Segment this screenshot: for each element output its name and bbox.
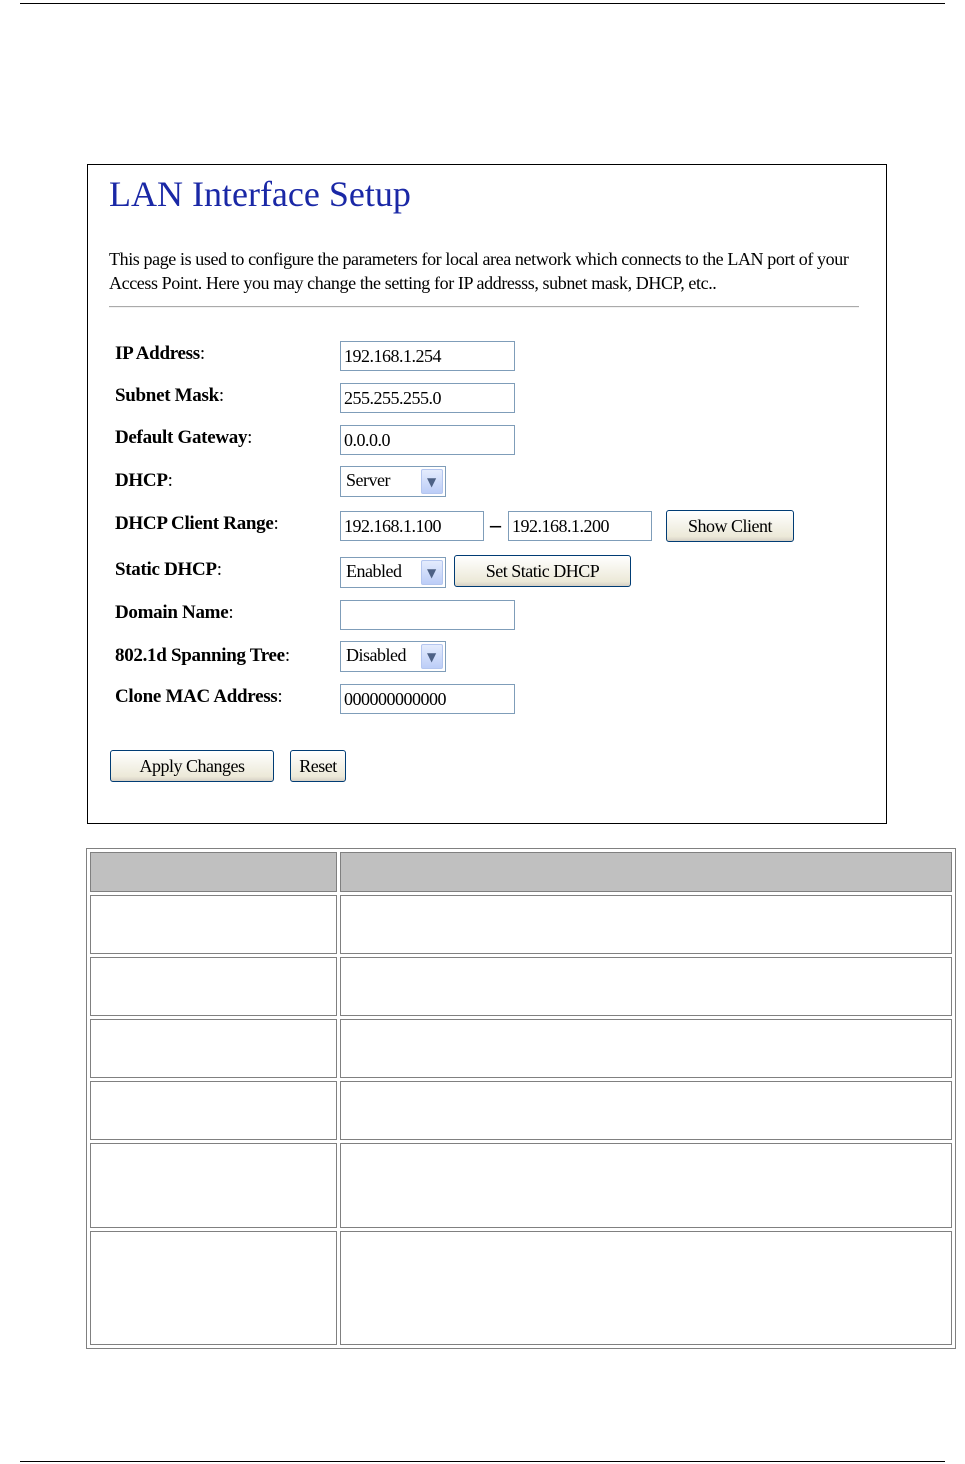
ip-address-input[interactable] [340,341,515,371]
ip-address-label: IP Address: [115,343,205,364]
dhcp-label: DHCP: [115,470,173,491]
static-dhcp-select[interactable] [340,557,446,588]
table-cell [340,957,952,1016]
page-title: LAN Interface Setup [109,174,411,214]
table-cell [90,1143,337,1228]
table-header-cell [90,852,337,892]
divider [109,306,859,308]
dhcp-range-start-input[interactable] [340,511,484,541]
page-top-rule [20,3,945,4]
default-gateway-input[interactable] [340,425,515,455]
page-description: This page is used to configure the parameters for local area network which connects to the LAN port of your Access Point. Here you may change the setting for IP addresss, subnet mask, DHCP, etc.. [109,249,849,293]
table-cell [90,895,337,954]
table-cell [340,1143,952,1228]
lan-setup-panel [87,164,887,824]
table-cell [90,1019,337,1078]
chevron-down-icon[interactable]: ▼ [421,469,443,494]
chevron-down-icon[interactable]: ▼ [421,560,443,585]
table-row [90,1143,952,1228]
reset-button[interactable]: Reset [290,750,346,782]
dhcp-select[interactable] [340,466,446,497]
table-row [90,957,952,1016]
table-cell [340,1019,952,1078]
table-row [90,1231,952,1345]
subnet-mask-label: Subnet Mask: [115,385,224,406]
dhcp-range-end-input[interactable] [508,511,652,541]
subnet-mask-input[interactable] [340,383,515,413]
set-static-dhcp-button[interactable]: Set Static DHCP [454,555,631,587]
clone-mac-label: Clone MAC Address: [115,686,283,707]
dhcp-client-range-label: DHCP Client Range: [115,513,279,534]
clone-mac-input[interactable] [340,684,515,714]
static-dhcp-label: Static DHCP: [115,559,222,580]
dhcp-select-value: Server [346,470,390,490]
table-cell [90,1231,337,1345]
range-separator: – [490,512,501,537]
table-row [90,1019,952,1078]
chevron-down-icon[interactable]: ▼ [421,644,443,669]
domain-name-label: Domain Name: [115,602,234,623]
spanning-tree-label: 802.1d Spanning Tree: [115,645,290,666]
spanning-tree-select[interactable] [340,641,446,672]
table-cell [340,1231,952,1345]
table-cell [90,957,337,1016]
table-cell [90,1081,337,1140]
table-header-row [90,852,952,892]
apply-changes-button[interactable]: Apply Changes [110,750,274,782]
table-row [90,1081,952,1140]
spanning-tree-select-value: Disabled [346,645,406,665]
parameter-table [86,848,956,1349]
domain-name-input[interactable] [340,600,515,630]
table-header-cell [340,852,952,892]
table-cell [340,895,952,954]
default-gateway-label: Default Gateway: [115,427,253,448]
static-dhcp-select-value: Enabled [346,561,402,581]
page-bottom-rule [20,1461,945,1462]
table-cell [340,1081,952,1140]
show-client-button[interactable]: Show Client [666,510,794,542]
table-row [90,895,952,954]
